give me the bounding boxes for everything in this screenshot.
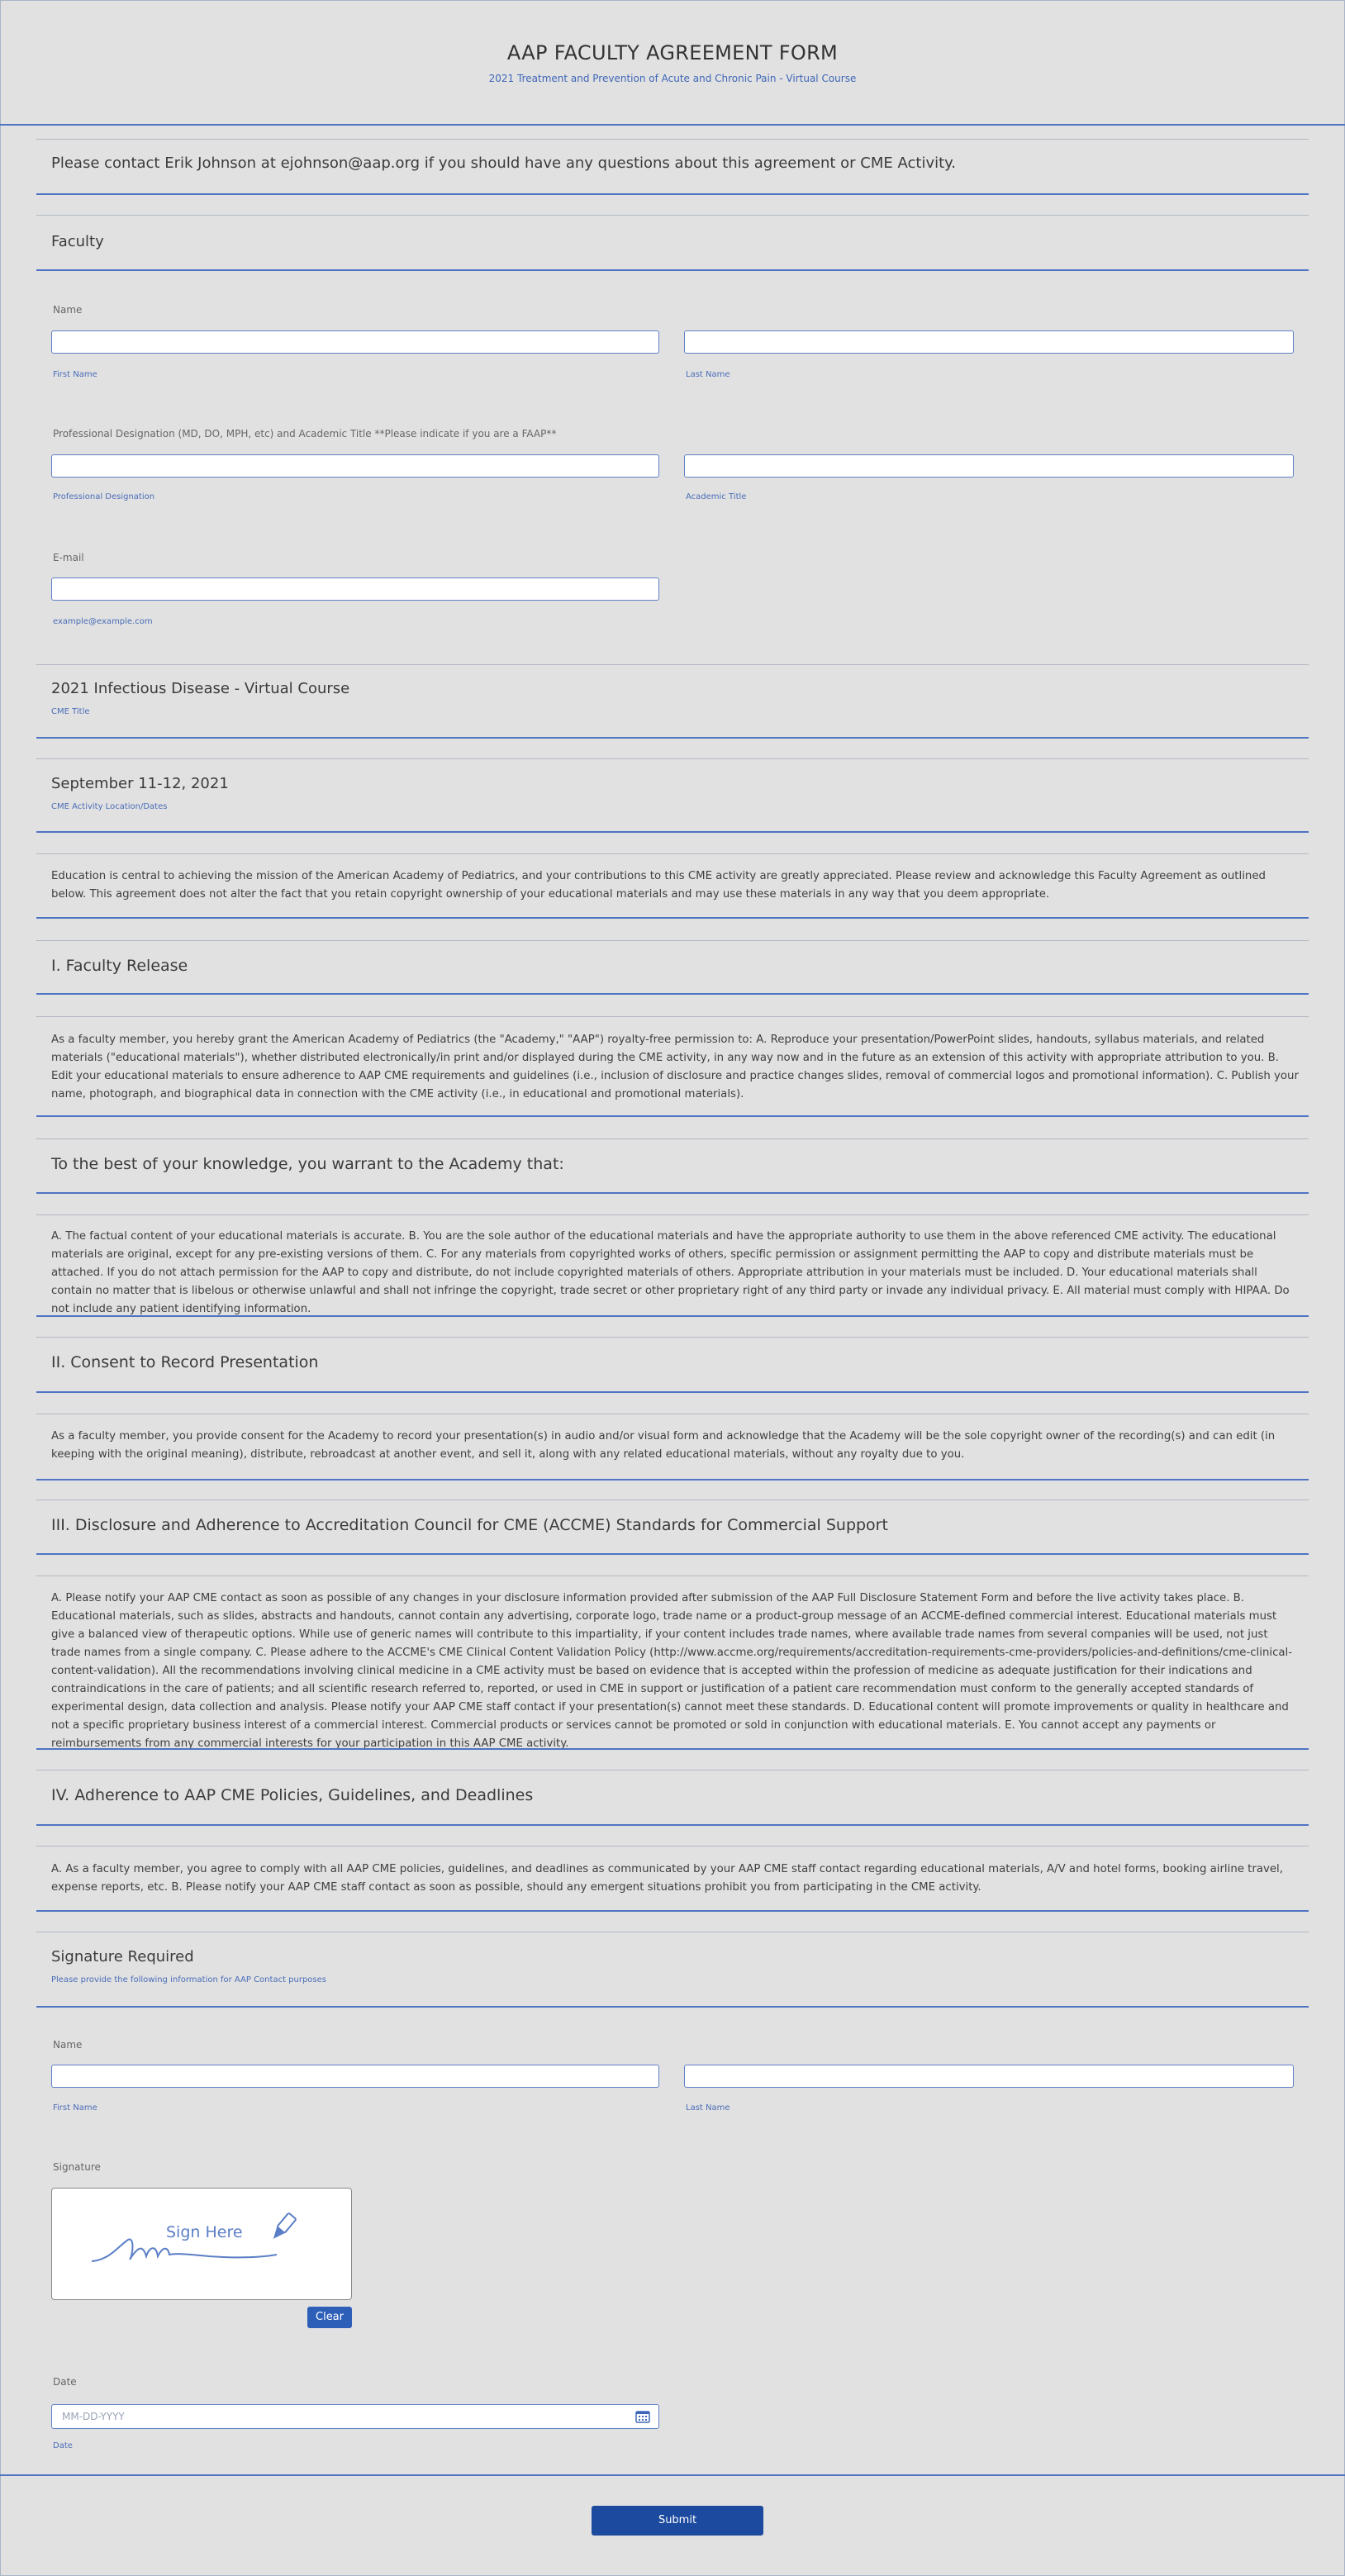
warrant-heading: To the best of your knowledge, you warrant to the Academy that:	[51, 1155, 564, 1173]
divider	[36, 1553, 1309, 1555]
signer-first-name-input[interactable]	[51, 2065, 659, 2088]
date-sublabel: Date	[53, 2441, 73, 2450]
consent-text: As a faculty member, you provide consent for the Academy to record your presentation(s) in audio and/or visual form and acknowledge that the Academy will be the sole copyright owner of the recording(s) and can edit (in keeping with the original meaning), distribute, rebroadcast at another event, and sell it, along with any related educational materials, without any royalty due to you.	[51, 1430, 1276, 1461]
last-name-sublabel: Last Name	[686, 370, 730, 379]
divider	[36, 664, 1309, 665]
divider	[36, 993, 1309, 995]
signer-last-name-input[interactable]	[684, 2065, 1294, 2088]
signer-last-name-sublabel: Last Name	[686, 2103, 730, 2113]
designation-label: Professional Designation (MD, DO, MPH, etc) and Academic Title **Please indicate if you are a FAAP**	[53, 428, 557, 440]
divider	[36, 1479, 1309, 1480]
signature-heading: Signature Required	[51, 1948, 194, 1965]
divider	[36, 940, 1309, 941]
date-placeholder: MM-DD-YYYY	[62, 2411, 125, 2422]
accme-heading: III. Disclosure and Adherence to Accreditation Council for CME (ACCME) Standards for Commercial Support	[51, 1516, 888, 1534]
divider	[36, 917, 1309, 919]
divider	[36, 1910, 1309, 1912]
release-heading: I. Faculty Release	[51, 957, 188, 975]
cme-dates: September 11-12, 2021	[51, 775, 229, 792]
academic-title-sublabel: Academic Title	[686, 492, 747, 501]
last-name-input[interactable]	[684, 330, 1294, 354]
signer-name-label: Name	[53, 2039, 83, 2051]
divider	[0, 2474, 1345, 2476]
first-name-input[interactable]	[51, 330, 659, 354]
date-input[interactable]	[51, 2404, 659, 2429]
divider	[36, 139, 1309, 140]
calendar-icon[interactable]	[635, 2410, 650, 2423]
submit-button[interactable]: Submit	[592, 2506, 763, 2536]
divider	[36, 737, 1309, 739]
academic-title-input[interactable]	[684, 454, 1294, 478]
consent-heading: II. Consent to Record Presentation	[51, 1353, 319, 1371]
clear-signature-button[interactable]: Clear	[307, 2307, 352, 2328]
divider	[36, 1138, 1309, 1139]
policies-heading: IV. Adherence to AAP CME Policies, Guidelines, and Deadlines	[51, 1786, 534, 1804]
divider	[36, 1214, 1309, 1215]
date-label: Date	[53, 2376, 77, 2388]
divider	[36, 1748, 1309, 1750]
policies-text: A. As a faculty member, you agree to comply with all AAP CME policies, guidelines, and deadlines as communicated by your AAP CME staff contact regarding educational materials, A/V and hotel forms, booking airline travel, expense reports, etc. B. Please notify your AAP CME staff contact as soon as possible, should any emergent situations prohibit you from participating in the CME activity.	[51, 1863, 1283, 1894]
warrant-text: A. The factual content of your educational materials is accurate. B. You are the sole author of the educational materials and have the appropriate authority to use them in the above referenced CME activity. The educational materials are original, except for any pre-existing versions of them. C. For any materials from copyrighted works of others, specific permission or assignment permitting the AAP to copy and distribute materials must be attached. If you do not attach permission for the AAP to copy and distribute, do not include copyrighted materials of others. Appropriate attribution in your materials must be included. D. Your educational materials shall contain no matter that is libelous or otherwise unlawful and shall not infringe the copyright, trade secret or other proprietary right of any third party or invade any individual privacy. E. All material must comply with HIPAA. Do not include any patient identifying information.	[51, 1230, 1290, 1315]
form-header	[0, 0, 1345, 124]
name-label: Name	[53, 304, 83, 316]
email-label: E-mail	[53, 552, 84, 563]
signature-label: Signature	[53, 2161, 101, 2173]
divider	[36, 1824, 1309, 1826]
signer-first-name-sublabel: First Name	[53, 2103, 97, 2113]
divider	[36, 1337, 1309, 1338]
divider	[36, 1499, 1309, 1500]
signature-scribble-icon	[52, 2189, 353, 2301]
signature-pad[interactable]	[51, 2188, 352, 2300]
email-sublabel: example@example.com	[53, 617, 153, 626]
divider	[36, 1115, 1309, 1117]
cme-title-sublabel: CME Title	[51, 707, 90, 716]
cme-title: 2021 Infectious Disease - Virtual Course	[51, 680, 350, 697]
first-name-sublabel: First Name	[53, 370, 97, 379]
intro-text: Education is central to achieving the mission of the American Academy of Pediatrics, and your contributions to this CME activity are greatly appreciated. Please review and acknowledge this Faculty Agreement as outlined below. This agreement does not alter the fact that you retain copyright ownership of your educational materials and may use these materials in any way that you deem appropriate.	[51, 870, 1266, 901]
release-text: As a faculty member, you hereby grant the American Academy of Pediatrics (the "Academy," "AAP") royalty-free permission to: A. Reproduce your presentation/PowerPoint slides, handouts, syllabus materials, and related materials ("educational materials"), whether distributed electronically/in print and/or displayed during the CME activity, in any way now and in the future as an extension of this activity with appropriate attribution to you. B. Edit your educational materials to ensure adherence to AAP CME requirements and guidelines (i.e., inclusion of disclosure and practice changes slides, removal of commercial logos and promotional information). C. Publish your name, photograph, and biographical data in connection with the CME activity (i.e., in educational and promotional materials).	[51, 1034, 1299, 1100]
contact-text: Please contact Erik Johnson at ejohnson@aap.org if you should have any questions about this agreement or CME Activity.	[51, 154, 956, 172]
form-title: AAP FACULTY AGREEMENT FORM	[506, 41, 839, 64]
professional-designation-input[interactable]	[51, 454, 659, 478]
divider	[36, 1016, 1309, 1017]
designation-sublabel: Professional Designation	[53, 492, 155, 501]
divider	[36, 1315, 1309, 1317]
divider	[0, 124, 1345, 126]
divider	[36, 2006, 1309, 2008]
email-field[interactable]	[51, 577, 659, 601]
cme-dates-sublabel: CME Activity Location/Dates	[51, 802, 168, 811]
divider	[36, 269, 1309, 271]
divider	[36, 831, 1309, 833]
divider	[36, 193, 1309, 195]
signature-sublabel: Please provide the following information for AAP Contact purposes	[51, 1975, 326, 1984]
divider	[36, 215, 1309, 216]
accme-text: A. Please notify your AAP CME contact as soon as possible of any changes in your disclosure information provided after submission of the AAP Full Disclosure Statement Form and before the live activity takes place. B. Educational materials, such as slides, abstracts and handouts, cannot contain any advertising, corporate logo, trade name or a product-group message of an ACCME-defined commercial interest. Educational materials must give a balanced view of therapeutic options. While use of generic names will contribute to this impartiality, if your content includes trade names, where available trade names from several companies will be used, not just trade names from a single company. C. Please adhere to the ACCME's CME Clinical Content Validation Policy (http://www.accme.org/requirements/accreditation-requirements-cme-providers/policies-and-definitions/cme-clinical-content-validation). All the recommendations involving clinical medicine in a CME activity must be based on evidence that is accepted within the profession of medicine as adequate justification for their indications and contraindications in the care of patients; and all scientific research referred to, reported, or used in CME in support or justification of a patient care recommendation must conform to the generally accepted standards of experimental design, data collection and analysis. Please notify your AAP CME staff contact if your presentation(s) cannot meet these standards. D. Educational content will promote improvements or quality in healthcare and not a specific proprietary business interest of a commercial interest. Commercial products or services cannot be promoted or sold in conjunction with educational materials. E. You cannot accept any payments or reimbursements from any commercial interests for your participation in this AAP CME activity.	[51, 1592, 1293, 1750]
form-subtitle: 2021 Treatment and Prevention of Acute and Chronic Pain - Virtual Course	[488, 73, 857, 84]
divider	[36, 758, 1309, 759]
divider	[36, 1192, 1309, 1194]
divider	[36, 1391, 1309, 1393]
divider	[36, 853, 1309, 854]
faculty-heading: Faculty	[51, 233, 104, 250]
sign-here-text: Sign Here	[166, 2223, 243, 2241]
